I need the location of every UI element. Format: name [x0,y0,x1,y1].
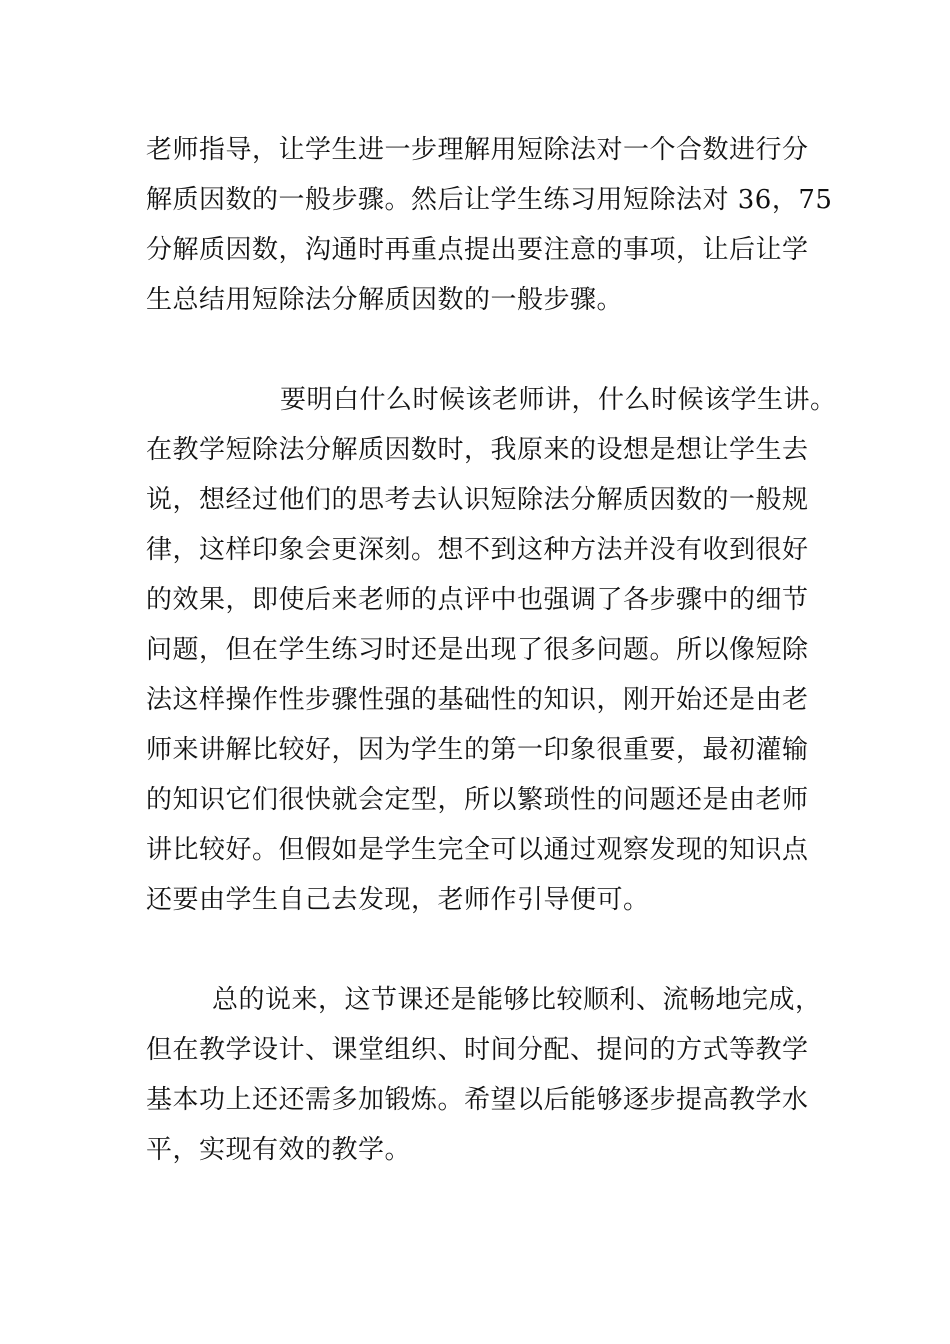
text-line: 但在教学设计、课堂组织、时间分配、提问的方式等教学 [146,1035,809,1065]
text-line: 生总结用短除法分解质因数的一般步骤。 [146,285,624,315]
text-line: 老师指导，让学生进一步理解用短除法对一个合数进行分 [146,135,809,165]
text-line: 说，想经过他们的思考去认识短除法分解质因数的一般规 [146,485,809,515]
text-line: 法这样操作性步骤性强的基础性的知识，刚开始还是由老 [146,685,809,715]
text-line: 基本功上还还需多加锻炼。希望以后能够逐步提高教学水 [146,1085,809,1115]
text-line: 还要由学生自己去发现，老师作引导便可。 [146,885,650,915]
text-line: 讲比较好。但假如是学生完全可以通过观察发现的知识点 [146,835,809,865]
text-line: 总的说来，这节课还是能够比较顺利、流畅地完成， [212,985,822,1015]
text-line: 平，实现有效的教学。 [146,1135,412,1165]
text-line: 要明白什么时候该老师讲，什么时候该学生讲。 [280,385,837,415]
text-line: 解质因数的一般步骤。然后让学生练习用短除法对 36，75 [146,185,833,215]
text-line: 问题，但在学生练习时还是出现了很多问题。所以像短除 [146,635,809,665]
text-line: 的效果，即使后来老师的点评中也强调了各步骤中的细节 [146,585,809,615]
text-line: 律，这样印象会更深刻。想不到这种方法并没有收到很好 [146,535,809,565]
text-line: 分解质因数，沟通时再重点提出要注意的事项，让后让学 [146,235,809,265]
text-line: 的知识它们很快就会定型，所以繁琐性的问题还是由老师 [146,785,809,815]
text-line: 在教学短除法分解质因数时，我原来的设想是想让学生去 [146,435,809,465]
text-line: 师来讲解比较好，因为学生的第一印象很重要，最初灌输 [146,735,809,765]
